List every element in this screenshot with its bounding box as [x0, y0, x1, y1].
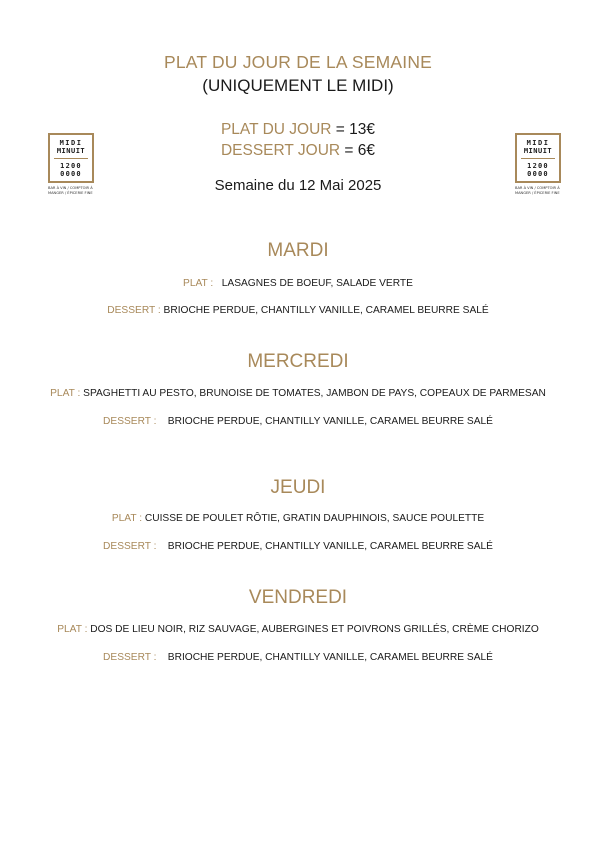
dessert-label: DESSERT :: [103, 416, 157, 427]
logo-caption-1: BAR À VIN / COMPTOIR À: [515, 186, 560, 190]
logo-line4: 0000: [527, 169, 549, 178]
plat-line-vendredi: [0, 624, 596, 635]
logo-line2: MINUIT: [56, 146, 86, 155]
plat-line-jeudi: [0, 513, 596, 524]
dessert-label: DESSERT :: [103, 652, 157, 663]
logo-mark: [515, 133, 561, 183]
logo-line3: 1200: [527, 161, 549, 170]
dessert-line-mardi: [0, 305, 596, 316]
plat-label: PLAT :: [111, 513, 143, 524]
plat-line-mardi: [0, 278, 596, 289]
dessert-text: BRIOCHE PERDUE, CHANTILLY VANILLE, CARAMEL BEURRE SALÉ: [167, 652, 493, 663]
plat-line-mercredi: [0, 388, 596, 399]
plat-label: PLAT :: [183, 278, 214, 289]
logo-left: [48, 133, 98, 195]
week-date: Semaine du 12 Mai 2025: [214, 177, 382, 194]
logo-divider: [54, 158, 88, 159]
page-title: PLAT DU JOUR DE LA SEMAINE: [163, 52, 433, 72]
dessert-label: DESSERT :: [103, 541, 157, 552]
logo-line1: MIDI: [526, 138, 550, 147]
dessert-label: DESSERT :: [107, 305, 161, 316]
page-subtitle: (UNIQUEMENT LE MIDI): [202, 76, 394, 95]
plat-text: SPAGHETTI AU PESTO, BRUNOISE DE TOMATES, JAMBON DE PAYS, COPEAUX DE PARMESAN: [83, 388, 546, 399]
dessert-text: BRIOCHE PERDUE, CHANTILLY VANILLE, CARAMEL BEURRE SALÉ: [167, 541, 493, 552]
dessert-line-mercredi: [0, 416, 596, 427]
dessert-text: BRIOCHE PERDUE, CHANTILLY VANILLE, CARAMEL BEURRE SALÉ: [167, 416, 493, 427]
plat-label: PLAT :: [57, 624, 88, 635]
logo-line4: 0000: [60, 169, 82, 178]
logo-divider: [521, 158, 555, 159]
day-heading-mercredi: MERCREDI: [247, 351, 349, 372]
logo-line2: MINUIT: [523, 146, 553, 155]
dessert-price-value: = 6€: [344, 142, 376, 159]
dessert-line-vendredi: [0, 652, 596, 663]
plat-price-label: PLAT DU JOUR: [220, 121, 332, 138]
plat-text: CUISSE DE POULET RÔTIE, GRATIN DAUPHINOIS, SAUCE POULETTE: [144, 513, 485, 524]
plat-text: LASAGNES DE BOEUF, SALADE VERTE: [221, 278, 413, 289]
logo-right: [515, 133, 565, 195]
logo-line3: 1200: [60, 161, 82, 170]
logo-mark: [48, 133, 94, 183]
dessert-text: BRIOCHE PERDUE, CHANTILLY VANILLE, CARAMEL BEURRE SALÉ: [163, 305, 489, 316]
day-heading-vendredi: VENDREDI: [248, 587, 348, 608]
plat-text: DOS DE LIEU NOIR, RIZ SAUVAGE, AUBERGINES ET POIVRONS GRILLÉS, CRÈME CHORIZO: [90, 624, 539, 635]
day-heading-mardi: MARDI: [267, 240, 329, 261]
logo-caption-1: BAR À VIN / COMPTOIR À: [48, 186, 93, 190]
plat-label: PLAT :: [50, 388, 81, 399]
logo-caption-2: MANGER / ÉPICERIE FINE: [515, 190, 560, 195]
day-heading-jeudi: JEUDI: [270, 477, 326, 498]
dessert-line-jeudi: [0, 541, 596, 552]
logo-caption-2: MANGER / ÉPICERIE FINE: [48, 190, 93, 195]
plat-price-value: = 13€: [335, 121, 376, 138]
logo-line1: MIDI: [59, 138, 83, 147]
dessert-price-label: DESSERT JOUR: [220, 142, 341, 159]
